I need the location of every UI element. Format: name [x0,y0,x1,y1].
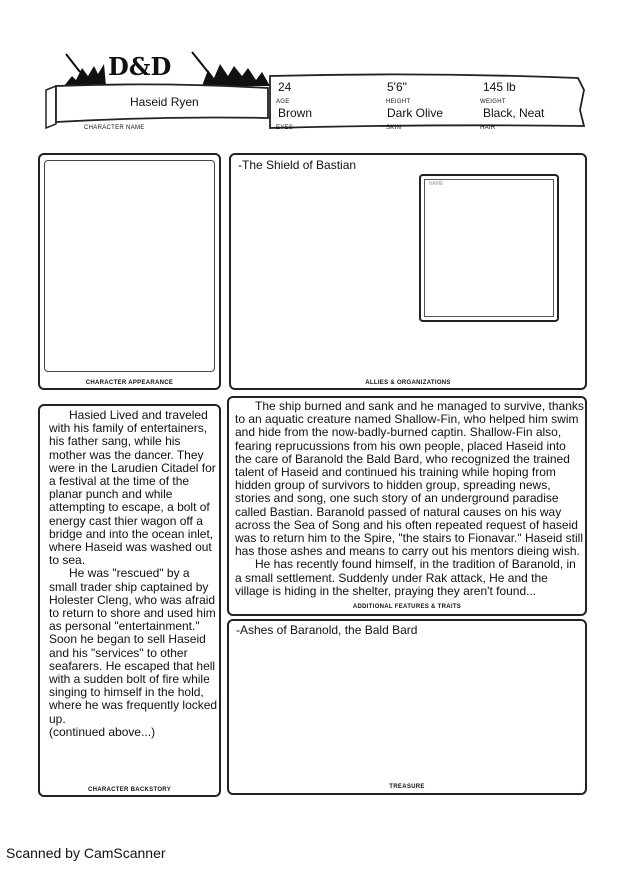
skin-label: SKIN [386,125,402,131]
hair-label: HAIR [480,125,496,131]
height-value: 5'6" [387,80,407,94]
allies-text: -The Shield of Bastian [238,158,357,172]
age-value: 24 [278,80,292,94]
logo-text: D&D [108,52,172,81]
backstory-caption: CHARACTER BACKSTORY [87,787,172,793]
allies-symbol-inner [424,179,554,317]
features-text [235,400,585,598]
skin-value: Dark Olive [387,106,444,120]
height-label: HEIGHT [386,99,411,105]
allies-symbol-label: NAME [429,181,444,187]
appearance-frame [44,160,215,372]
hair-value: Black, Neat [483,106,545,120]
age-label: AGE [276,99,290,105]
appearance-panel [38,153,221,390]
treasure-panel [227,619,587,795]
allies-caption: ALLIES & ORGANIZATIONS [365,380,451,386]
treasure-caption: TREASURE [389,784,425,790]
details-box [266,70,588,132]
eyes-value: Brown [278,106,313,120]
allies-symbol-box [419,174,559,322]
backstory-paragraph: Hasied Lived and traveled with his family of entertainers, his father sang, while his mother was the dancer. They were in the Larudien Citadel for a festival at the time of the planar punch and while attempting to escape, a bolt of energy cast thier wagon off a bridge and into the ocean inlet, where Haseid was washed out to sea. [49,408,216,568]
weight-label: WEIGHT [480,99,506,105]
character-name-label: CHARACTER NAME [84,125,145,131]
treasure-text: -Ashes of Baranold, the Bald Bard [236,623,418,637]
scanner-watermark: Scanned by CamScanner [6,845,166,861]
character-name: Haseid Ryen [130,95,199,109]
features-paragraph: The ship burned and sank and he managed to survive, thanks to an aquatic creature named Shallow-Fin, who helped him swim and hide from the now-badly-burned captin. Shallow-Fin also, fearing reprucussions from his own people, placed Haseid into the care of Baranold the Bald Bard, who recognized the trained talent of Haseid and continued his training while hoping from hidden group of survivors to hidden group, spreading news, stories and song, one such story of an underground paradise called Bastian. Baranold passed of natural causes on his way across the Sea of Song and his often repeated request of haseid was to return him to the Spire, "the stairs to Fionavar." Haseid still has those ashes and means to carry out his mentors dieing wish. [235,399,584,559]
weight-value: 145 lb [483,80,516,94]
appearance-caption: CHARACTER APPEARANCE [85,380,174,386]
backstory-text [49,409,219,739]
features-caption: ADDITIONAL FEATURES & TRAITS [352,604,462,610]
eyes-label: EYES [276,125,294,131]
backstory-closing: (continued above...) [49,724,156,739]
backstory-paragraph: He was "rescued" by a small trader ship captained by Holester Cleng, who was afraid to return to shore and used him as personal "entertainment." Soon he began to sell Haseid and his "services" to other seafarers. He escaped that hell with a sudden bolt of fire while singing to himself in the hold, where he was frequently locked up. [49,566,218,726]
features-paragraph: He has recently found himself, in the tradition of Baranold, in a small settlement. Suddenly under Rak attack, He and the village is hiding in the shelter, praying they aren't found... [235,557,576,598]
